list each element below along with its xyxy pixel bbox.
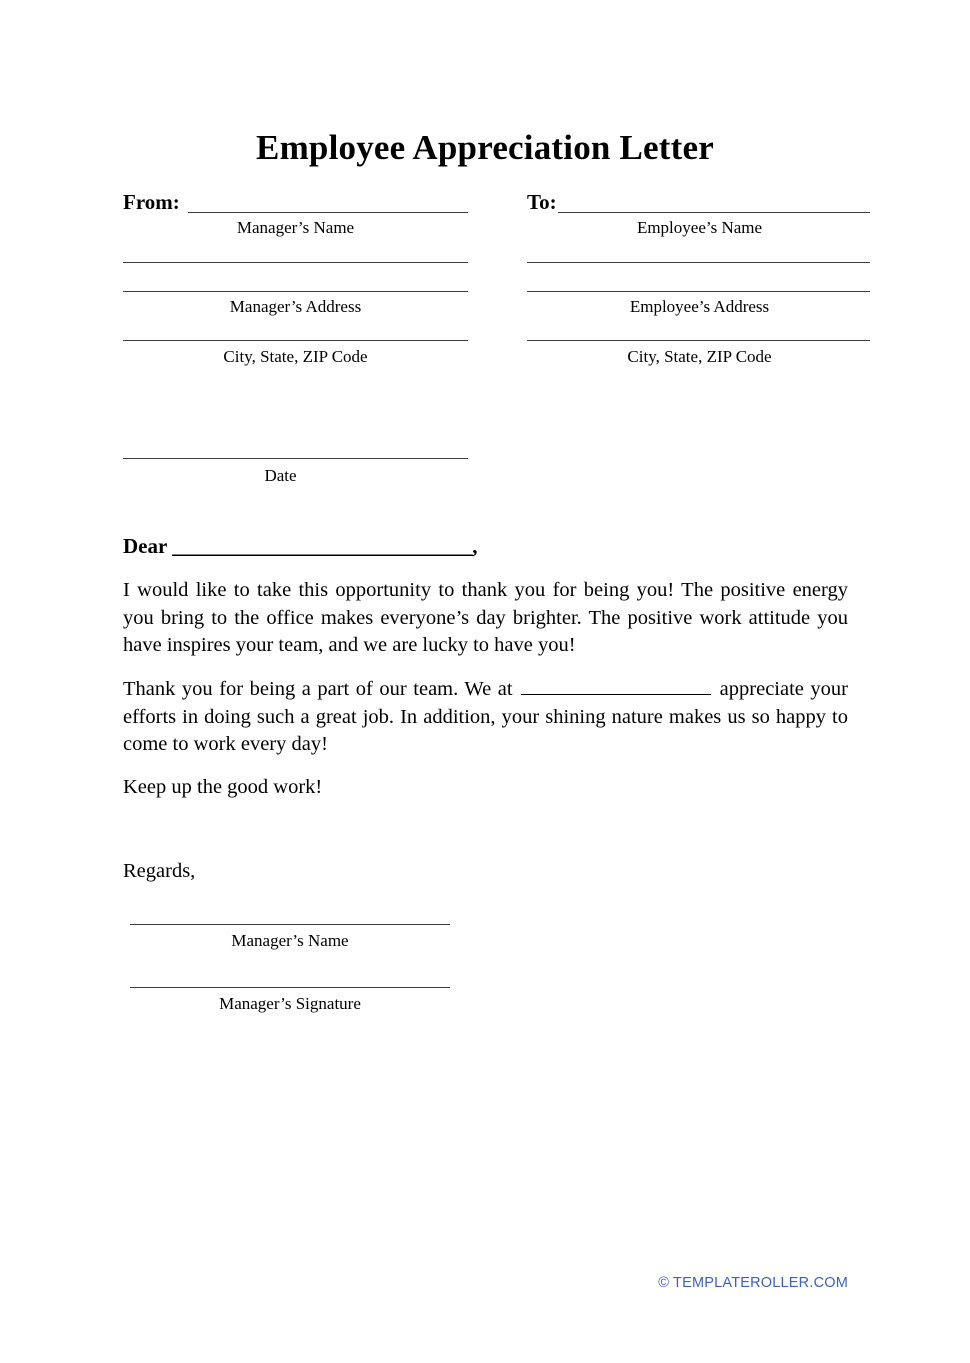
body-paragraph-2-part-1: Thank you for being a part of our team. We at [123, 678, 513, 700]
salutation-word: Dear [123, 534, 167, 558]
from-label: From: [123, 190, 180, 214]
from-address-rule-1[interactable] [123, 262, 468, 263]
from-city-rule[interactable] [123, 340, 468, 341]
from-city-caption: City, State, ZIP Code [223, 347, 368, 366]
body-paragraph-3: Keep up the good work! [123, 776, 323, 798]
from-name-caption: Manager’s Name [236, 218, 355, 237]
to-address-rule-2[interactable] [527, 291, 870, 292]
to-address-rule-1[interactable] [527, 262, 870, 263]
footer-copyright[interactable]: © TEMPLATEROLLER.COM [658, 1275, 848, 1291]
to-city-caption: City, State, ZIP Code [627, 347, 772, 366]
signature-sign-caption: Manager’s Signature [219, 994, 361, 1013]
to-address-caption: Employee’s Address [629, 297, 770, 316]
to-city-rule[interactable] [527, 340, 870, 341]
date-caption: Date [264, 466, 297, 485]
address-header-block [0, 190, 970, 380]
company-name-blank[interactable] [521, 677, 711, 695]
from-name-rule[interactable] [188, 212, 468, 213]
to-name-caption: Employee’s Name [636, 218, 763, 237]
signature-name-rule[interactable] [130, 924, 450, 925]
to-name-rule[interactable] [558, 212, 870, 213]
to-label: To: [527, 190, 557, 214]
date-rule[interactable] [123, 458, 468, 459]
salutation-blank[interactable]: ______________________________ [172, 534, 473, 558]
from-address-caption: Manager’s Address [229, 297, 362, 316]
body-paragraph-1: I would like to take this opportunity to thank you for being you! The positive energy you bring to the office makes everyone’s day brighter. The positive work attitude you have inspires your team, and we are lucky to have you! [123, 579, 848, 656]
body-paragraph-2 [123, 676, 848, 759]
signature-sign-rule[interactable] [130, 987, 450, 988]
salutation-line [123, 533, 477, 559]
from-address-rule-2[interactable] [123, 291, 468, 292]
signature-name-caption: Manager’s Name [231, 931, 349, 950]
closing-regards: Regards, [123, 860, 196, 882]
body-paragraph-2-part-2: appreciate your efforts in doing such a great job. In addition, your shining nature makes us so happy to come to work every day! [123, 678, 849, 755]
salutation-comma: , [472, 534, 478, 558]
page-title: Employee Appreciation Letter [256, 128, 714, 167]
